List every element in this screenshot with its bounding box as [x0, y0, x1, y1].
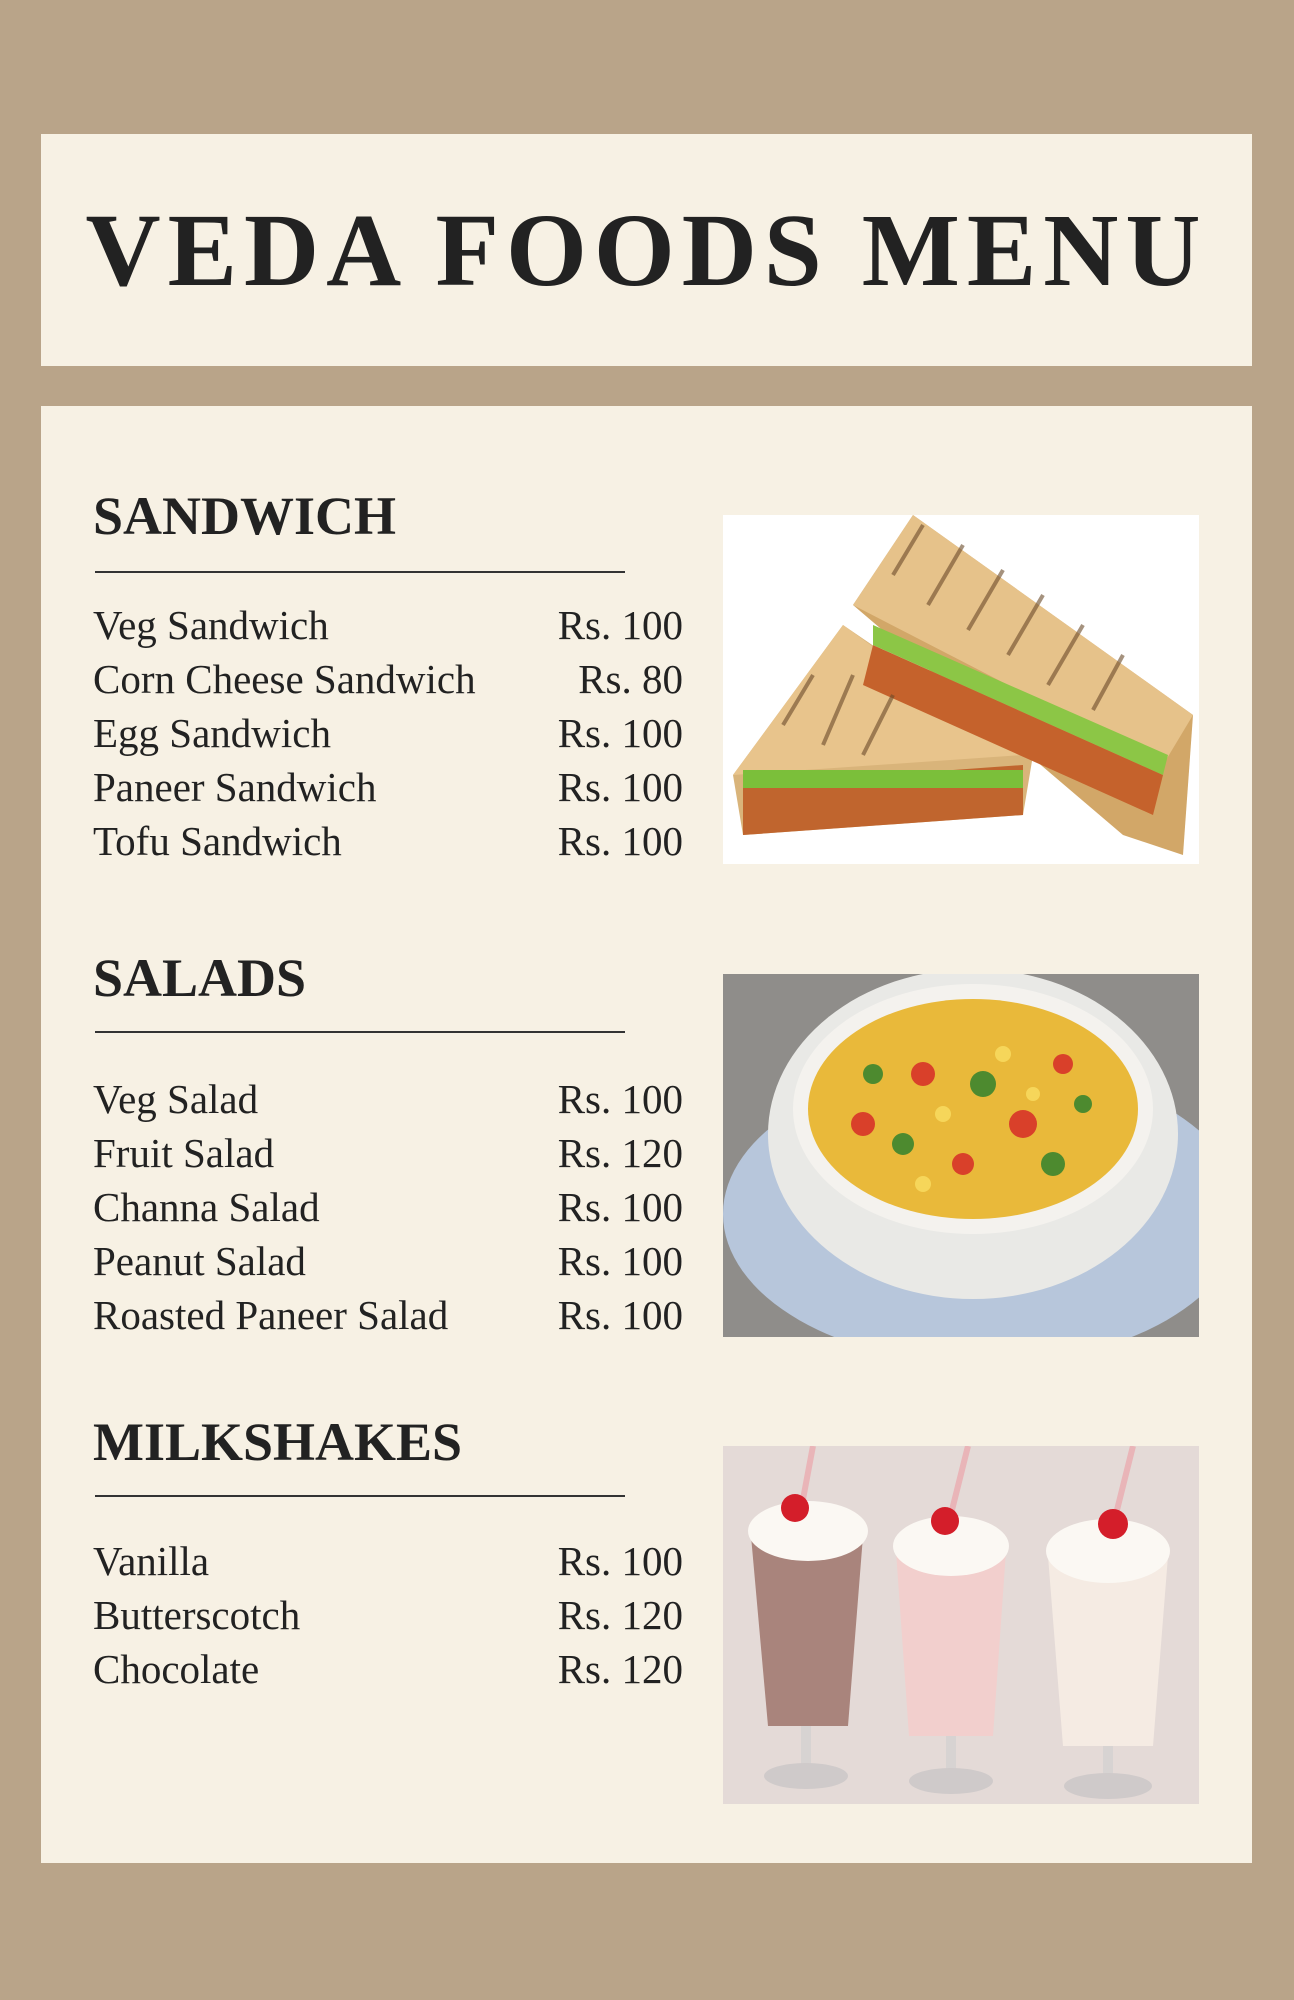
- menu-item: [93, 1288, 683, 1342]
- salad-photo: [723, 974, 1199, 1337]
- menu-item: [93, 1180, 683, 1234]
- menu-item: [93, 760, 683, 814]
- item-price: Rs. 100: [557, 764, 683, 810]
- milkshake-photo: [723, 1446, 1199, 1804]
- item-price: Rs. 100: [557, 710, 683, 756]
- item-list: [93, 1534, 683, 1696]
- item-name: Corn Cheese Sandwich: [93, 656, 476, 702]
- item-price: Rs. 100: [557, 1292, 683, 1338]
- section-heading: MILKSHAKES: [93, 1412, 463, 1472]
- section-heading: SANDWICH: [93, 486, 397, 546]
- section-salads: [93, 948, 693, 1338]
- section-milkshakes: [93, 1412, 693, 1692]
- menu-item: [93, 1234, 683, 1288]
- item-price: Rs. 80: [578, 656, 683, 702]
- menu-item: [93, 652, 683, 706]
- item-list: [93, 598, 683, 868]
- item-name: Butterscotch: [93, 1592, 301, 1638]
- divider: [95, 1495, 625, 1497]
- section-heading: SALADS: [93, 948, 307, 1008]
- menu-item: [93, 706, 683, 760]
- item-name: Tofu Sandwich: [93, 818, 342, 864]
- menu-item: [93, 814, 683, 868]
- menu-item: [93, 598, 683, 652]
- item-price: Rs. 100: [557, 1538, 683, 1584]
- section-sandwich: [93, 486, 693, 864]
- menu-panel: [41, 406, 1252, 1863]
- item-price: Rs. 120: [557, 1646, 683, 1692]
- divider: [95, 1031, 625, 1033]
- item-name: Peanut Salad: [93, 1238, 306, 1284]
- menu-title: VEDA FOODS MENU: [85, 192, 1208, 308]
- title-banner: [41, 134, 1252, 366]
- item-name: Fruit Salad: [93, 1130, 275, 1176]
- menu-item: [93, 1642, 683, 1696]
- item-price: Rs. 100: [557, 602, 683, 648]
- item-name: Roasted Paneer Salad: [93, 1292, 449, 1338]
- menu-item: [93, 1126, 683, 1180]
- item-list: [93, 1072, 683, 1342]
- item-price: Rs. 100: [557, 1076, 683, 1122]
- menu-item: [93, 1072, 683, 1126]
- item-name: Egg Sandwich: [93, 710, 331, 756]
- item-price: Rs. 120: [557, 1592, 683, 1638]
- item-price: Rs. 120: [557, 1130, 683, 1176]
- item-name: Channa Salad: [93, 1184, 320, 1230]
- sandwich-photo: [723, 515, 1199, 864]
- menu-item: [93, 1534, 683, 1588]
- item-name: Veg Salad: [93, 1076, 259, 1122]
- item-price: Rs. 100: [557, 818, 683, 864]
- item-name: Vanilla: [93, 1538, 210, 1584]
- item-name: Paneer Sandwich: [93, 764, 377, 810]
- divider: [95, 571, 625, 573]
- item-name: Chocolate: [93, 1646, 260, 1692]
- item-name: Veg Sandwich: [93, 602, 329, 648]
- menu-item: [93, 1588, 683, 1642]
- item-price: Rs. 100: [557, 1238, 683, 1284]
- item-price: Rs. 100: [557, 1184, 683, 1230]
